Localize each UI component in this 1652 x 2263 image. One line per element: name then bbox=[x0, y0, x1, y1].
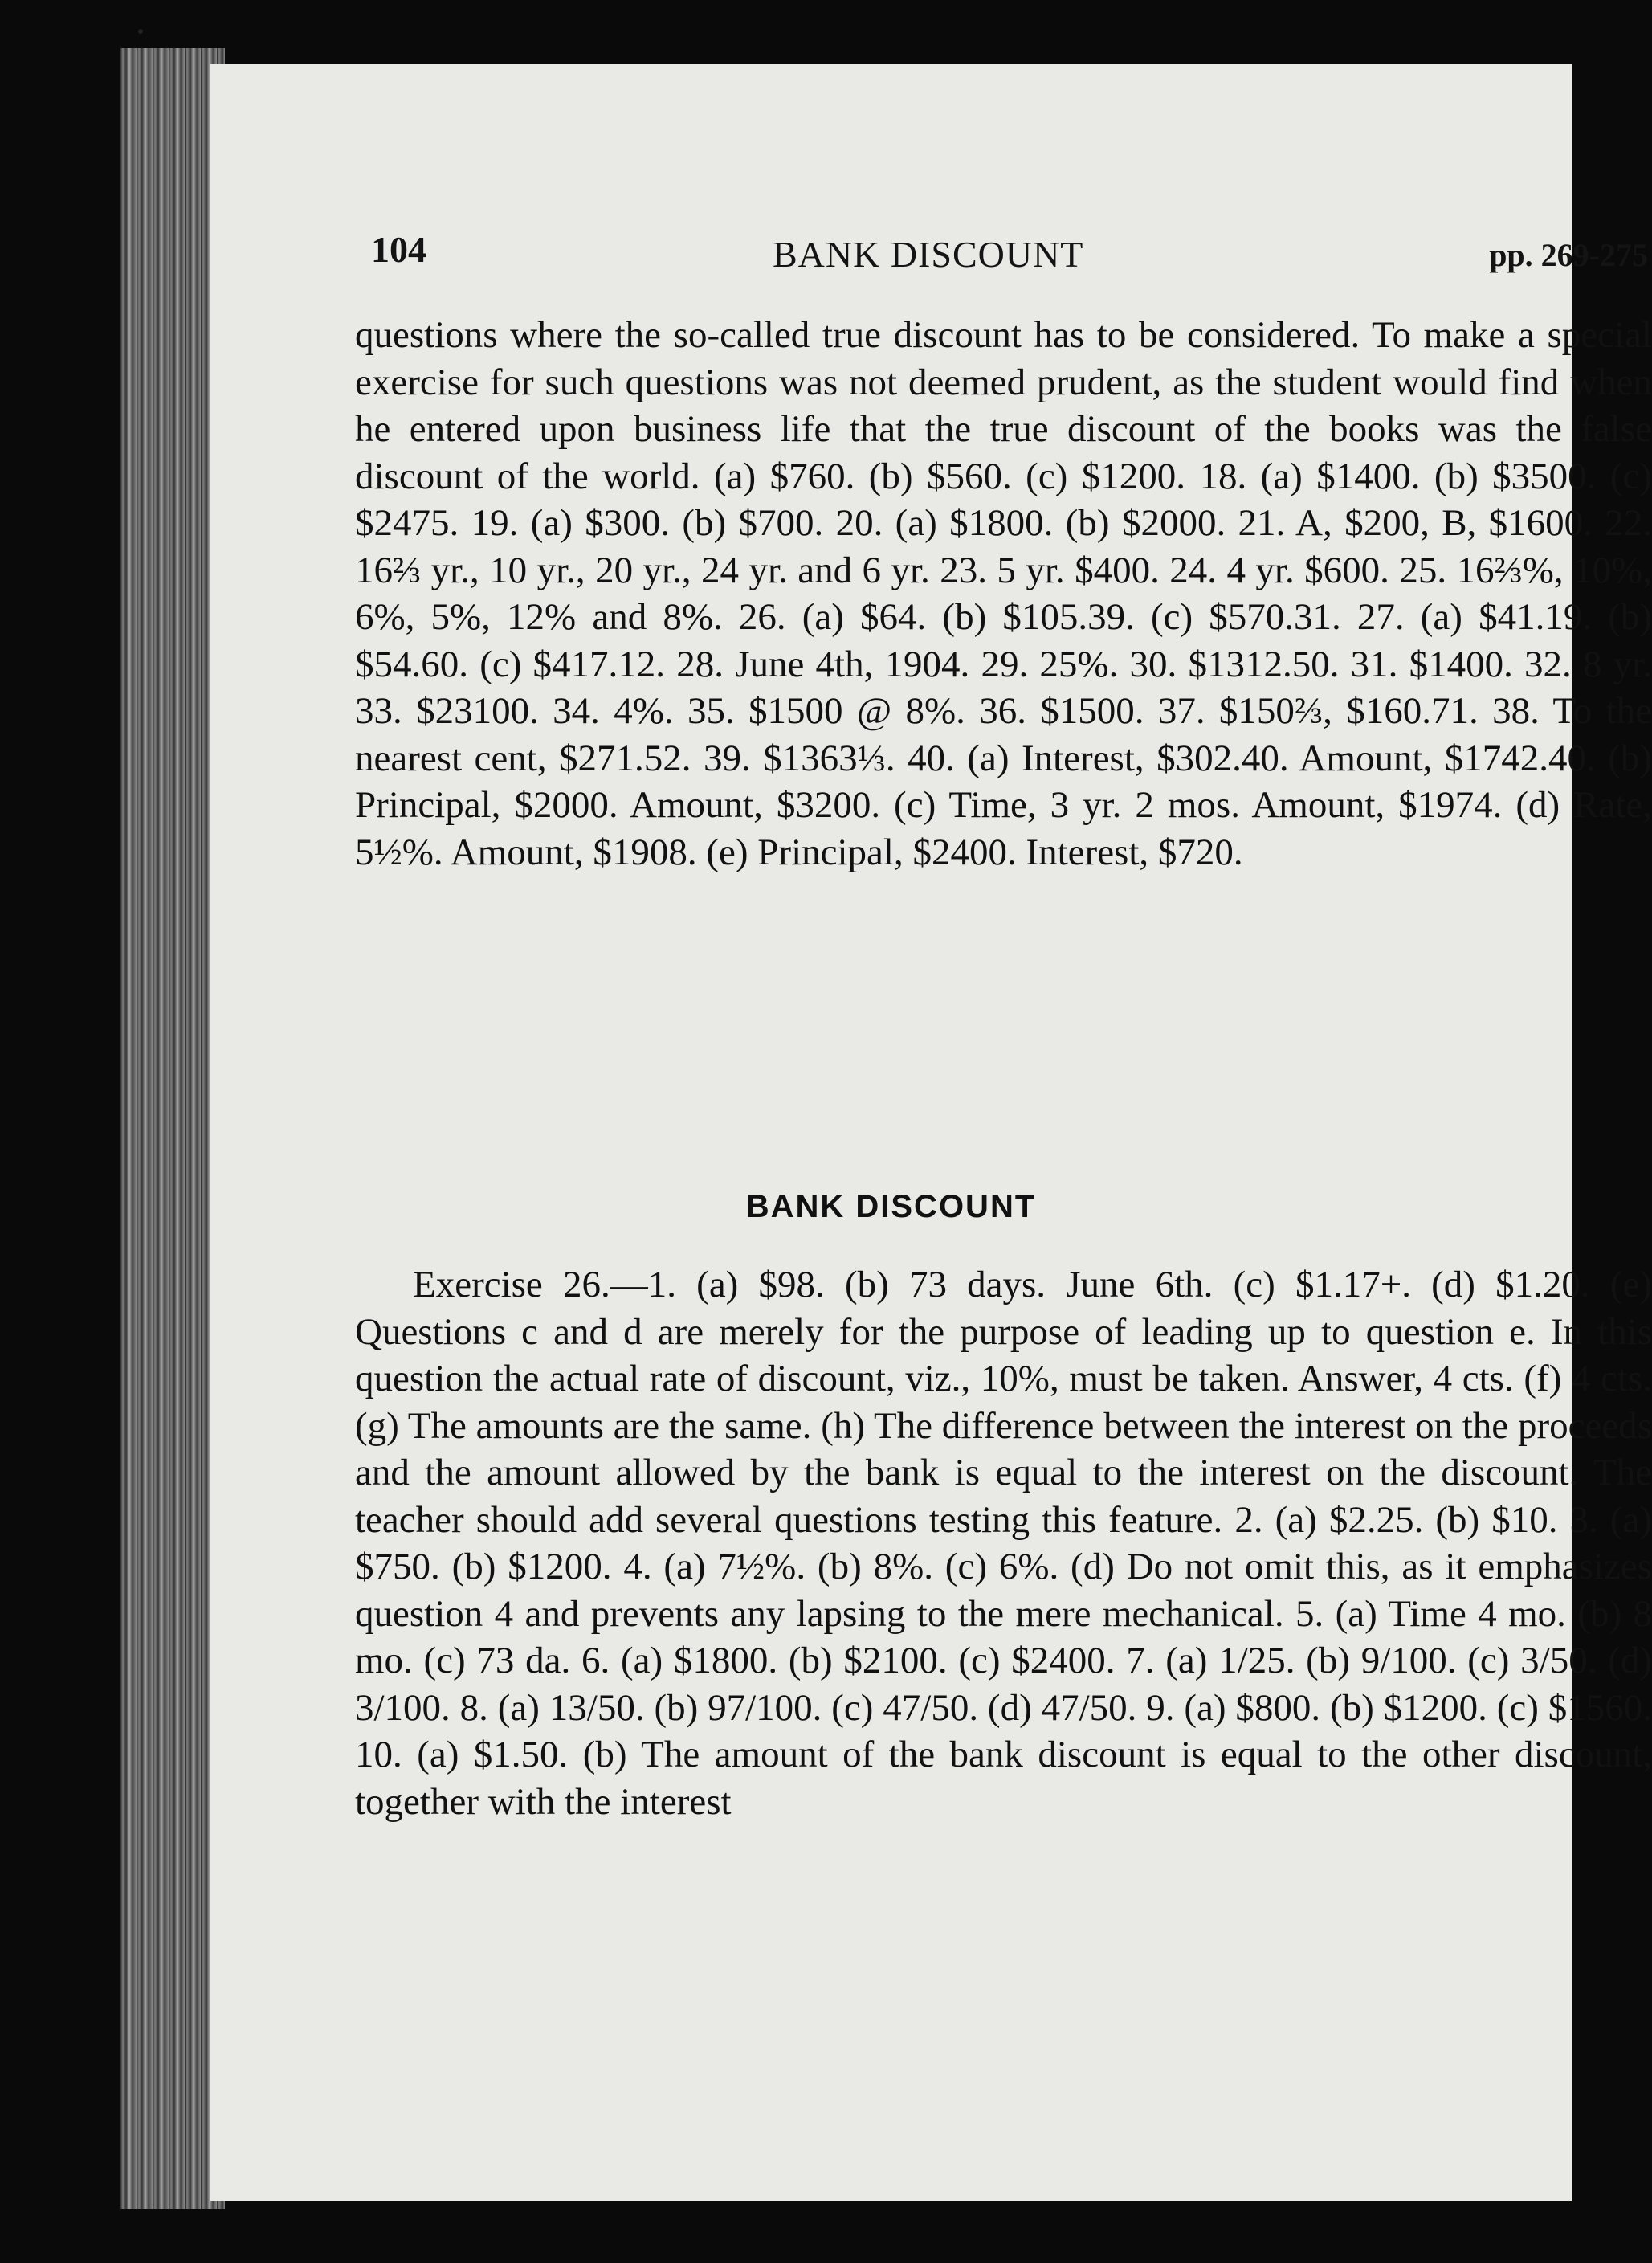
page-header bbox=[371, 228, 1648, 284]
book-page bbox=[210, 64, 1652, 2201]
paragraph-true-discount-answers: questions where the so-called true discount has to be considered. To make a special exercise for such questions was not deemed prudent, as the student would find when he entered upon business life that the true discount of the books was the false discount of the world. (a) $760. (b) $560. (c) $1200. 18. (a) $1400. (b) $3500. (c) $2475. 19. (a) $300. (b) $700. 20. (a) $1800. (b) $2000. 21. A, $200, B, $1600. 22. 16⅔ yr., 10 yr., 20 yr., 24 yr. and 6 yr. 23. 5 yr. $400. 24. 4 yr. $600. 25. 16⅔%, 10%, 6%, 5%, 12% and 8%. 26. (a) $64. (b) $105.39. (c) $570.31. 27. (a) $41.19. (b) $54.60. (c) $417.12. 28. June 4th, 1904. 29. 25%. 30. $1312.50. 31. $1400. 32. 8 yr. 33. $23100. 34. 4%. 35. $1500 @ 8%. 36. $1500. 37. $150⅔, $160.71. 38. To the nearest cent, $271.52. 39. $1363⅓. 40. (a) Interest, $302.40. Amount, $1742.40. (b) Principal, $2000. Amount, $3200. (c) Time, 3 yr. 2 mos. Amount, $1974. (d) Rate, 5½%. Amount, $1908. (e) Principal, $2400. Interest, $720. bbox=[355, 314, 1652, 873]
page-speck bbox=[138, 29, 143, 34]
answers-text-top bbox=[355, 312, 1652, 876]
book-binding-edge bbox=[120, 48, 225, 2209]
answers-text-bottom bbox=[355, 1261, 1652, 1825]
paragraph-exercise-26: Exercise 26.—1. (a) $98. (b) 73 days. June 6th. (c) $1.17+. (d) $1.20. (e) Questions c and d are merely for the purpose of leading up to question e. In this question the actual rate of discount, viz., 10%, must be taken. Answer, 4 cts. (f) 4 cts. (g) The amounts are the same. (h) The difference between the interest on the proceeds and the amount allowed by the bank is equal to the interest on the discount. The teacher should add several questions testing this feature. 2. (a) $2.25. (b) $10. 3. (a) $750. (b) $1200. 4. (a) 7½%. (b) 8%. (c) 6%. (d) Do not omit this, as it emphasizes question 4 and prevents any lapsing to the mere mechanical. 5. (a) Time 4 mo. (b) 8 mo. (c) 73 da. 6. (a) $1800. (b) $2100. (c) $2400. 7. (a) 1/25. (b) 9/100. (c) 3/50. (d) 3/100. 8. (a) 13/50. (b) 97/100. (c) 47/50. (d) 47/50. 9. (a) $800. (b) $1200. (c) $1560. 10. (a) $1.50. (b) The amount of the bank discount is equal to the other discount, together with the interest bbox=[355, 1264, 1652, 1823]
running-title: BANK DISCOUNT bbox=[773, 234, 1084, 275]
page-reference: pp. 269-275 bbox=[1489, 237, 1648, 273]
section-heading: BANK DISCOUNT bbox=[745, 1189, 1037, 1224]
page-number: 104 bbox=[371, 229, 426, 270]
